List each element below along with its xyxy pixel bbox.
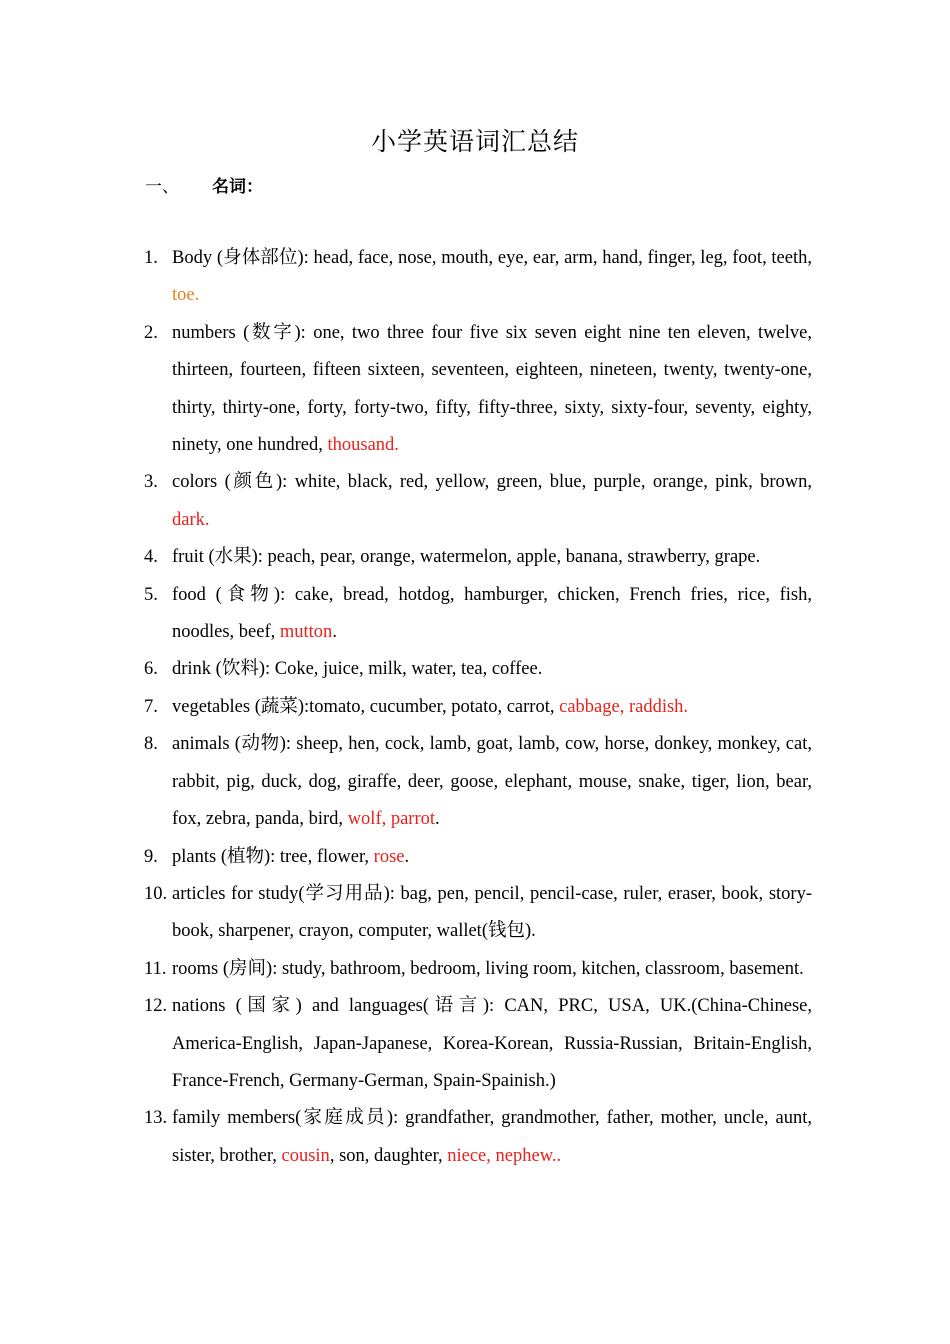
list-item-text xyxy=(172,248,812,305)
highlighted-word: cabbage, raddish. xyxy=(559,696,689,717)
list-item-text xyxy=(172,323,812,455)
text-segment: colors (颜色): white, black, red, yellow, green, blue, purple, orange, pink, brown, xyxy=(172,472,812,493)
list-item xyxy=(144,240,812,315)
highlighted-word: wolf, parrot xyxy=(347,809,436,830)
list-item-number: 2. xyxy=(144,322,158,343)
text-segment: articles for study(学习用品): bag, pen, pencil, pencil-case, ruler, eraser, book, story-book, sharpener, crayon, computer, wallet(钱包). xyxy=(172,883,812,942)
highlighted-word: dark. xyxy=(172,509,210,530)
list-item-number: 6. xyxy=(144,659,158,680)
list-item-number: 10. xyxy=(144,883,168,904)
list-item xyxy=(144,988,812,1100)
text-segment: . xyxy=(404,846,410,867)
list-item-text xyxy=(172,585,812,642)
text-segment: food (食物): cake, bread, hotdog, hamburger, chicken, French fries, rice, fish, noodles, beef, xyxy=(172,584,812,643)
list-item xyxy=(144,577,812,652)
list-item-text xyxy=(172,959,804,979)
list-item-text xyxy=(172,472,812,529)
list-item-text xyxy=(172,697,688,717)
list-item xyxy=(144,726,812,838)
list-item-number: 11. xyxy=(144,958,167,979)
text-segment: drink (饮料): Coke, juice, milk, water, tea, coffee. xyxy=(172,659,543,680)
list-item-number: 7. xyxy=(144,696,158,717)
text-segment: plants (植物): tree, flower, xyxy=(172,846,374,867)
list-item-text xyxy=(172,847,409,867)
text-segment: Body (身体部位): head, face, nose, mouth, eye, ear, arm, hand, finger, leg, foot, teeth, xyxy=(172,248,812,268)
list-item-text xyxy=(172,547,760,567)
highlighted-word: niece, nephew.. xyxy=(447,1145,562,1166)
text-segment: rooms (房间): study, bathroom, bedroom, living room, kitchen, classroom, basement. xyxy=(172,958,804,979)
text-segment: vegetables (蔬菜):tomato, cucumber, potato, carrot, xyxy=(172,696,560,717)
list-item xyxy=(144,876,812,951)
highlighted-word: thousand. xyxy=(327,435,399,456)
list-item-text xyxy=(172,659,542,679)
list-item-number: 4. xyxy=(144,547,158,568)
highlighted-word: cousin xyxy=(281,1145,330,1166)
section-heading xyxy=(145,172,263,197)
list-item-number: 8. xyxy=(144,734,158,755)
list-item xyxy=(144,689,812,726)
text-segment: . xyxy=(332,622,337,643)
list-item-text xyxy=(172,1108,812,1165)
vocabulary-list xyxy=(144,240,812,1175)
highlighted-word: mutton xyxy=(279,622,333,643)
text-segment: nations (国家) and languages(语言): CAN, PRC, USA, UK.(China-Chinese, America-English, Japan-Japanese, Korea-Korean, Russia-Russian, Britain-English, France-French, Germany-German, Spain-Spainish.) xyxy=(172,996,812,1091)
list-item xyxy=(144,1100,812,1175)
list-item xyxy=(144,951,812,988)
list-item xyxy=(144,839,812,876)
list-item-number: 13. xyxy=(144,1108,168,1129)
text-segment: animals (动物): sheep, hen, cock, lamb, goat, lamb, cow, horse, donkey, monkey, cat, rabbit, pig, duck, dog, giraffe, deer, goose, elephant, mouse, snake, tiger, lion, bear, fox, zebra, panda, bird, xyxy=(172,734,812,830)
text-segment: family members(家庭成员): grandfather, grandmother, father, mother, uncle, aunt, sister, brother, xyxy=(172,1108,812,1166)
list-item xyxy=(144,464,812,539)
text-segment: , son, daughter, xyxy=(329,1145,448,1166)
list-item xyxy=(144,651,812,688)
list-item-number: 5. xyxy=(144,584,158,605)
section-label: 名词： xyxy=(212,177,263,197)
list-item-number: 9. xyxy=(144,846,158,867)
text-segment: numbers (数字): one, two three four five six seven eight nine ten eleven, twelve, thirteen, fourteen, fifteen sixteen, seventeen, eighteen, nineteen, twenty, twenty-one, thirty, thirty-one, forty, forty-two, fifty, fifty-three, sixty, sixty-four, seventy, eighty, ninety, one hundred, xyxy=(172,322,812,456)
list-item-text xyxy=(172,734,812,829)
text-segment: fruit (水果): peach, pear, orange, watermelon, apple, banana, strawberry, grape. xyxy=(172,547,761,568)
list-item-text xyxy=(172,996,812,1091)
list-item-number: 12. xyxy=(144,996,168,1017)
highlighted-word: toe. xyxy=(172,285,200,306)
highlighted-word: rose xyxy=(373,846,405,867)
list-item xyxy=(144,315,812,465)
page-title: 小学英语词汇总结 xyxy=(370,127,579,156)
list-item-number: 3. xyxy=(144,472,158,493)
section-number: 一、 xyxy=(145,177,179,197)
list-item-number: 1. xyxy=(144,248,158,268)
list-item-text xyxy=(172,884,812,941)
text-segment: . xyxy=(435,809,440,830)
list-item xyxy=(144,539,812,576)
